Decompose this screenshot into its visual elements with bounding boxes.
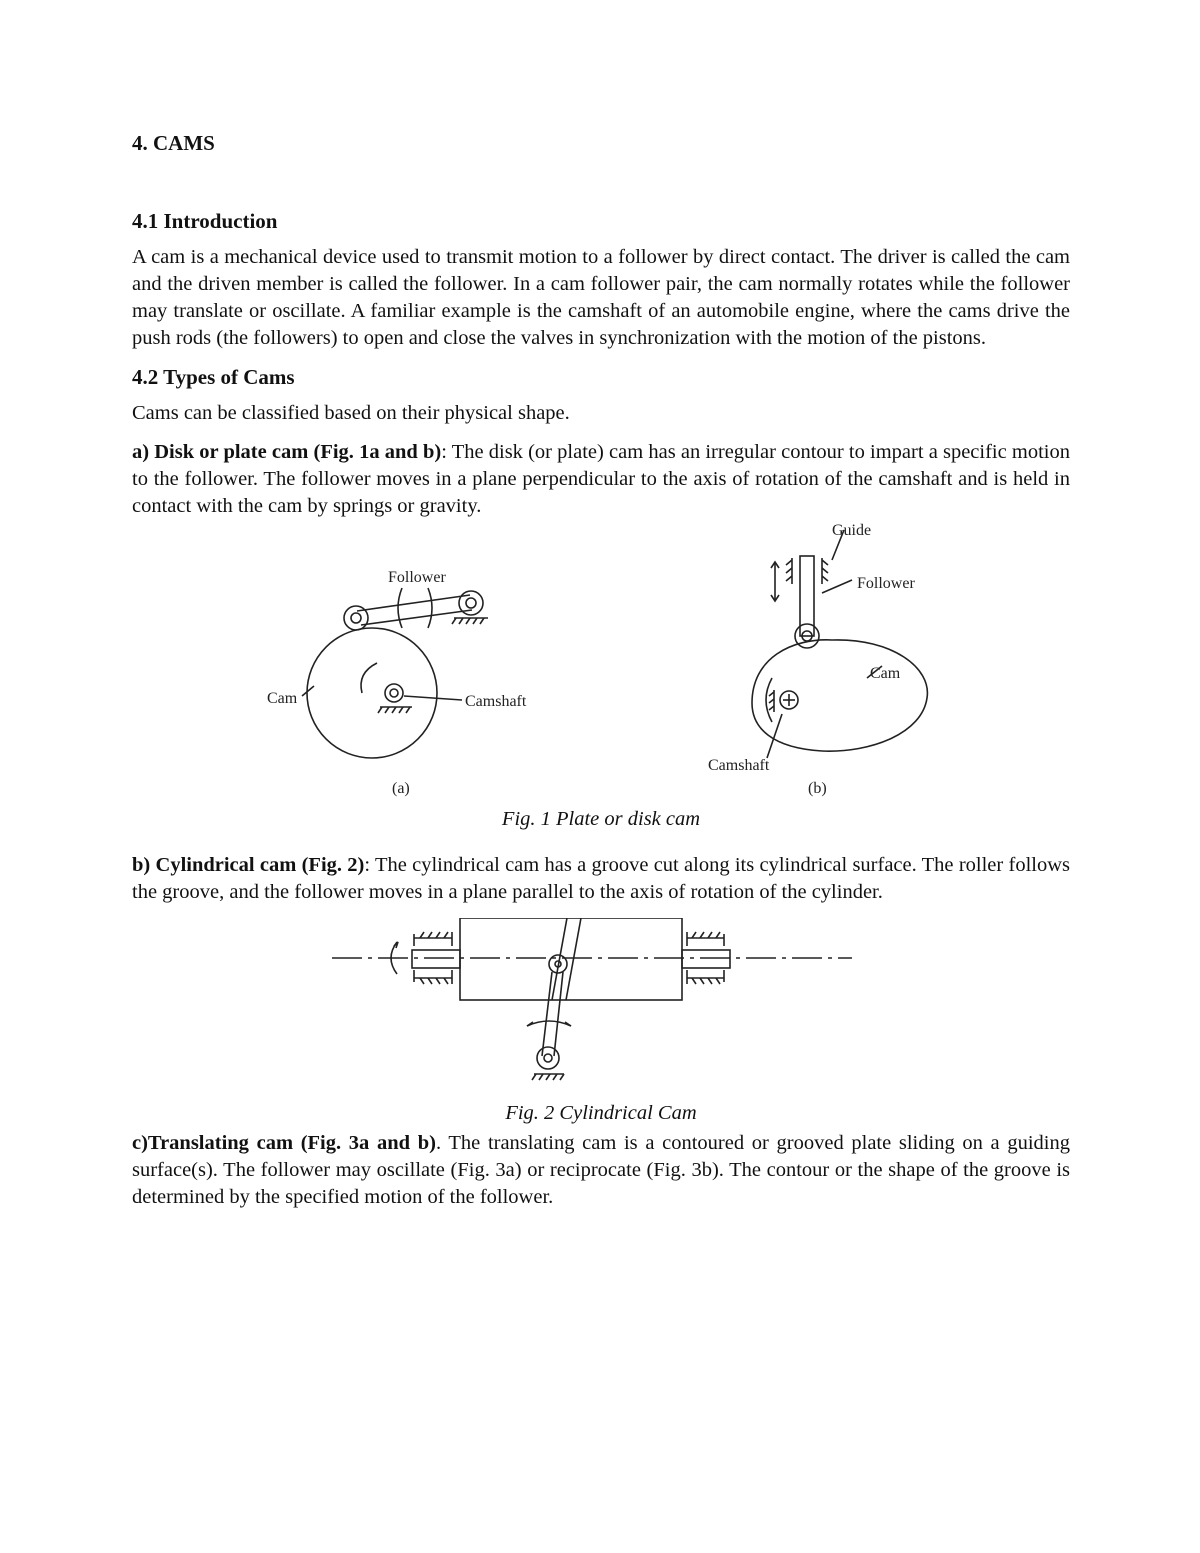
fig1b-cam-label: Cam (870, 665, 901, 682)
fig1a-cam-disk (307, 628, 437, 758)
fig1a-camshaft-label: Camshaft (465, 693, 527, 710)
document-page (132, 130, 1070, 1223)
intro-paragraph: A cam is a mechanical device used to transmit motion to a follower by direct contact. The driver is called the cam and the driven member is called the follower. In a cam follower pair, the cam normally rotates while the follower may translate or oscillate. A familiar example is the camshaft of an automobile engine, where the cams drive the push rods (the followers) to open and close the valves in synchronization with the motion of the pistons. (132, 246, 1070, 349)
fig1a-follower-label: Follower (388, 569, 446, 586)
figure-2-drawing (132, 918, 1070, 1098)
figure-1-drawing (132, 518, 1070, 818)
cylindrical-cam-label: b) Cylindrical cam (Fig. 2) (132, 854, 365, 876)
section-heading-types: 4.2 Types of Cams (132, 365, 295, 389)
types-paragraph: Cams can be classified based on their physical shape. (132, 402, 570, 424)
fig1b-sublabel: (b) (808, 780, 827, 797)
cylindrical-cam-paragraph (132, 852, 1070, 906)
fig1b-guide-label: Guide (832, 522, 872, 539)
disk-cam-label: a) Disk or plate cam (Fig. 1a and b) (132, 441, 442, 463)
fig1a-cam-label: Cam (267, 690, 298, 707)
figure-2-caption: Fig. 2 Cylindrical Cam (505, 1102, 697, 1124)
cylindrical-cam-text: : The cylindrical cam has a groove cut along its cylindrical surface. The roller follows the groove, and the follower moves in a plane parallel to the axis of rotation of the cylinder. (132, 854, 1070, 903)
chapter-title: 4. CAMS (132, 131, 215, 155)
figure-2 (132, 918, 1070, 1130)
translating-cam-text: . The translating cam is a contoured or grooved plate sliding on a guiding surface(s). The follower may oscillate (Fig. 3a) or reciprocate (Fig. 3b). The contour or the shape of the groove is determined by the specified motion of the follower. (132, 1132, 1070, 1208)
disk-cam-paragraph (132, 439, 1070, 520)
figure-1 (132, 522, 1070, 832)
figure-1-caption: Fig. 1 Plate or disk cam (501, 808, 701, 830)
fig1b-cam-profile (752, 640, 927, 751)
fig1a-sublabel: (a) (392, 780, 410, 797)
disk-cam-text: : The disk (or plate) cam has an irregular contour to impart a specific motion to the follower. The follower moves in a plane perpendicular to the axis of rotation of the camshaft and is held in contact with the cam by springs or gravity. (132, 441, 1070, 517)
section-heading-introduction: 4.1 Introduction (132, 209, 278, 233)
fig1b-follower-label: Follower (857, 575, 915, 592)
translating-cam-label: c)Translating cam (Fig. 3a and b) (132, 1132, 436, 1154)
fig1b-camshaft-label: Camshaft (708, 757, 770, 774)
translating-cam-paragraph (132, 1130, 1070, 1211)
